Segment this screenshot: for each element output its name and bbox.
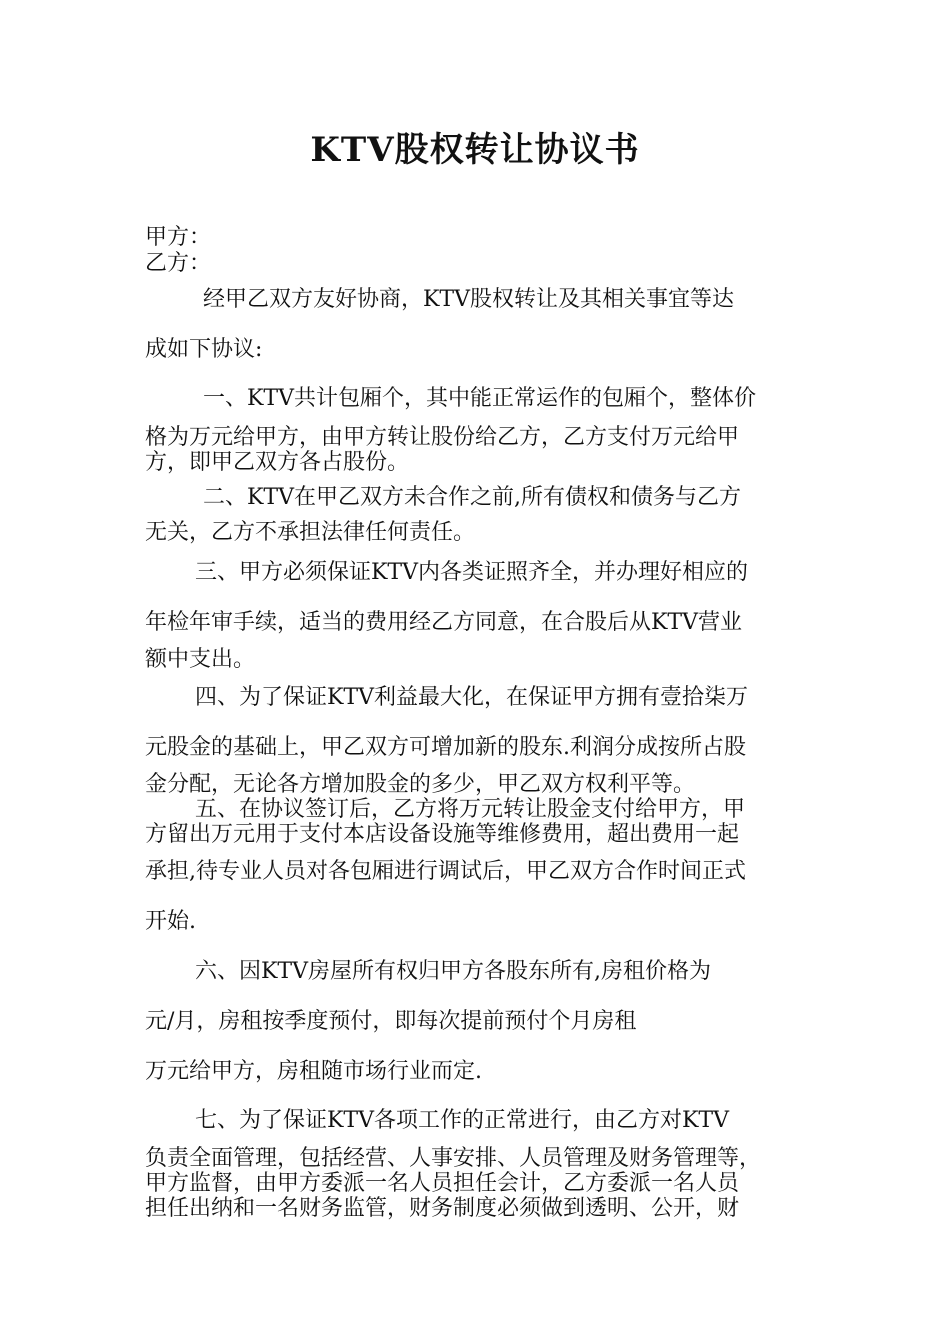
document-title: KTV股权转让协议书 (310, 130, 640, 170)
clause1-line-3: 方，即甲乙双方各占股份。 (145, 450, 410, 475)
clause2-line-2: 无关，乙方不承担法律任何责任。 (145, 520, 476, 545)
intro-line-1: 经甲乙双方友好协商，KTV股权转让及其相关事宜等达 (203, 287, 734, 312)
clause5-line-3: 承担,待专业人员对各包厢进行调试后，甲乙双方合作时间正式 (145, 859, 746, 884)
party-b-label: 乙方： (145, 251, 212, 276)
clause2-line-1: 二、KTV在甲乙双方未合作之前,所有债权和债务与乙方 (203, 485, 741, 510)
intro-line-2: 成如下协议: (145, 337, 263, 362)
clause5-line-4: 开始. (145, 909, 196, 934)
clause1-line-1: 一、KTV共计包厢个，其中能正常运作的包厢个，整体价 (203, 386, 756, 411)
clause6-line-2: 元/月，房租按季度预付，即每次提前预付个月房租 (145, 1009, 637, 1034)
party-a-label: 甲方： (145, 225, 212, 250)
clause6-line-1: 六、因KTV房屋所有权归甲方各股东所有,房租价格为 (195, 959, 711, 984)
clause1-line-2: 格为万元给甲方，由甲方转让股份给乙方，乙方支付万元给甲 (145, 425, 740, 450)
clause7-line-3: 甲方监督，由甲方委派一名人员担任会计，乙方委派一名人员 (145, 1171, 740, 1196)
clause3-line-3: 额中支出。 (145, 647, 256, 672)
clause3-line-2: 年检年审手续，适当的费用经乙方同意，在合股后从KTV营业 (145, 610, 742, 635)
clause3-line-1: 三、甲方必须保证KTV内各类证照齐全，并办理好相应的 (195, 560, 748, 585)
clause5-line-2: 方留出万元用于支付本店设备设施等维修费用，超出费用一起 (145, 822, 740, 847)
clause7-line-2: 负责全面管理，包括经营、人事安排、人员管理及财务管理等， (145, 1146, 762, 1171)
clause4-line-3: 金分配，无论各方增加股金的多少，甲乙双方权利平等。 (145, 772, 696, 797)
clause4-line-1: 四、为了保证KTV利益最大化，在保证甲方拥有壹拾柒万 (195, 685, 748, 710)
clause5-line-1: 五、在协议签订后，乙方将万元转让股金支付给甲方，甲 (195, 797, 746, 822)
clause4-line-2: 元股金的基础上，甲乙双方可增加新的股东.利润分成按所占股 (145, 735, 746, 760)
clause7-line-1: 七、为了保证KTV各项工作的正常进行，由乙方对KTV (195, 1108, 729, 1133)
clause6-line-3: 万元给甲方，房租随市场行业而定. (145, 1059, 482, 1084)
clause7-line-4: 担任出纳和一名财务监管，财务制度必须做到透明、公开，财 (145, 1196, 740, 1221)
